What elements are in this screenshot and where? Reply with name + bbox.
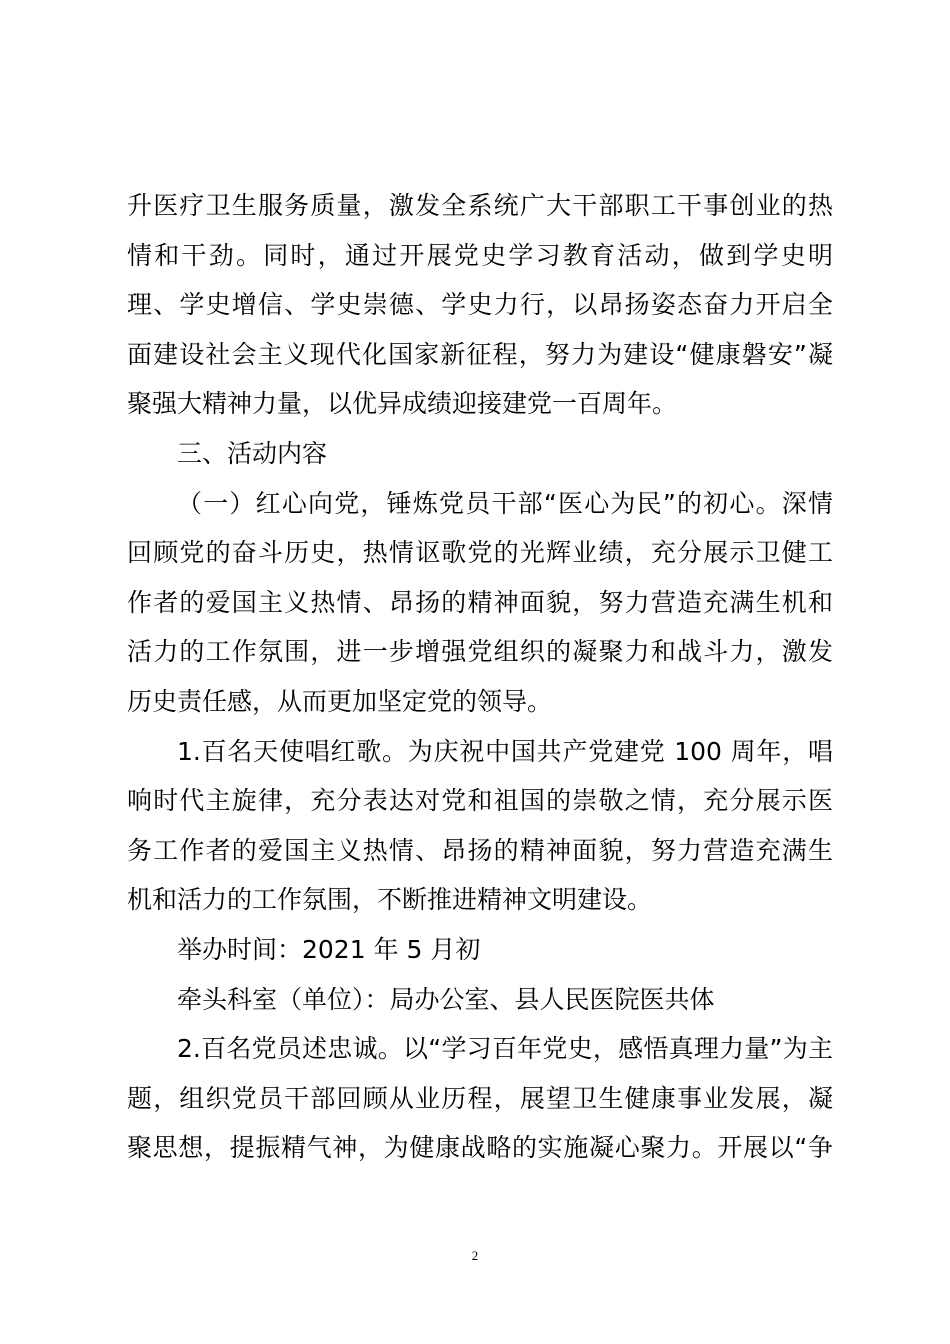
text-line: 聚思想，提振精气神，为健康战略的实施凝心聚力。开展以“争 [127, 1133, 833, 1163]
text-line: 活力的工作氛围，进一步增强党组织的凝聚力和战斗力，激发 [127, 637, 833, 667]
lead-department: 牵头科室（单位）：局办公室、县人民医院医共体 [177, 984, 715, 1014]
text-line: 作者的爱国主义热情、昂扬的精神面貌，努力营造充满生机和 [127, 587, 833, 617]
text-line: 回顾党的奋斗历史，热情讴歌党的光辉业绩，充分展示卫健工 [127, 538, 833, 568]
text-line: 务工作者的爱国主义热情、昂扬的精神面貌，努力营造充满生 [127, 835, 833, 865]
subsection-heading: （一）红心向党，锤炼党员干部“医心为民”的初心。深情 [177, 488, 833, 518]
text-line: 题，组织党员干部回顾从业历程，展望卫生健康事业发展，凝 [127, 1083, 833, 1113]
text-line: 1.百名天使唱红歌。为庆祝中国共产党建党 100 周年，唱 [177, 736, 833, 766]
text-line: 响时代主旋律，充分表达对党和祖国的崇敬之情，充分展示医 [127, 786, 833, 816]
text-line: 2.百名党员述忠诚。以“学习百年党史，感悟真理力量”为主 [177, 1034, 833, 1064]
text-line: 机和活力的工作氛围，不断推进精神文明建设。 [127, 885, 653, 915]
page-number: 2 [471, 1248, 479, 1263]
section-heading: 三、活动内容 [177, 438, 328, 468]
text-line: 理、学史增信、学史崇德、学史力行，以昂扬姿态奋力开启全 [127, 290, 833, 320]
text-line: 面建设社会主义现代化国家新征程，努力为建设“健康磐安”凝 [127, 339, 833, 369]
body-text [127, 181, 833, 1173]
text-line: 升医疗卫生服务质量，激发全系统广大干部职工干事创业的热 [127, 191, 833, 220]
text-line: 聚强大精神力量，以优异成绩迎接建党一百周年。 [127, 389, 678, 419]
event-time: 举办时间：2021 年 5 月初 [177, 934, 481, 964]
text-line: 历史责任感，从而更加坚定党的领导。 [127, 686, 553, 716]
text-line: 情和干劲。同时，通过开展党史学习教育活动，做到学史明 [127, 240, 833, 270]
